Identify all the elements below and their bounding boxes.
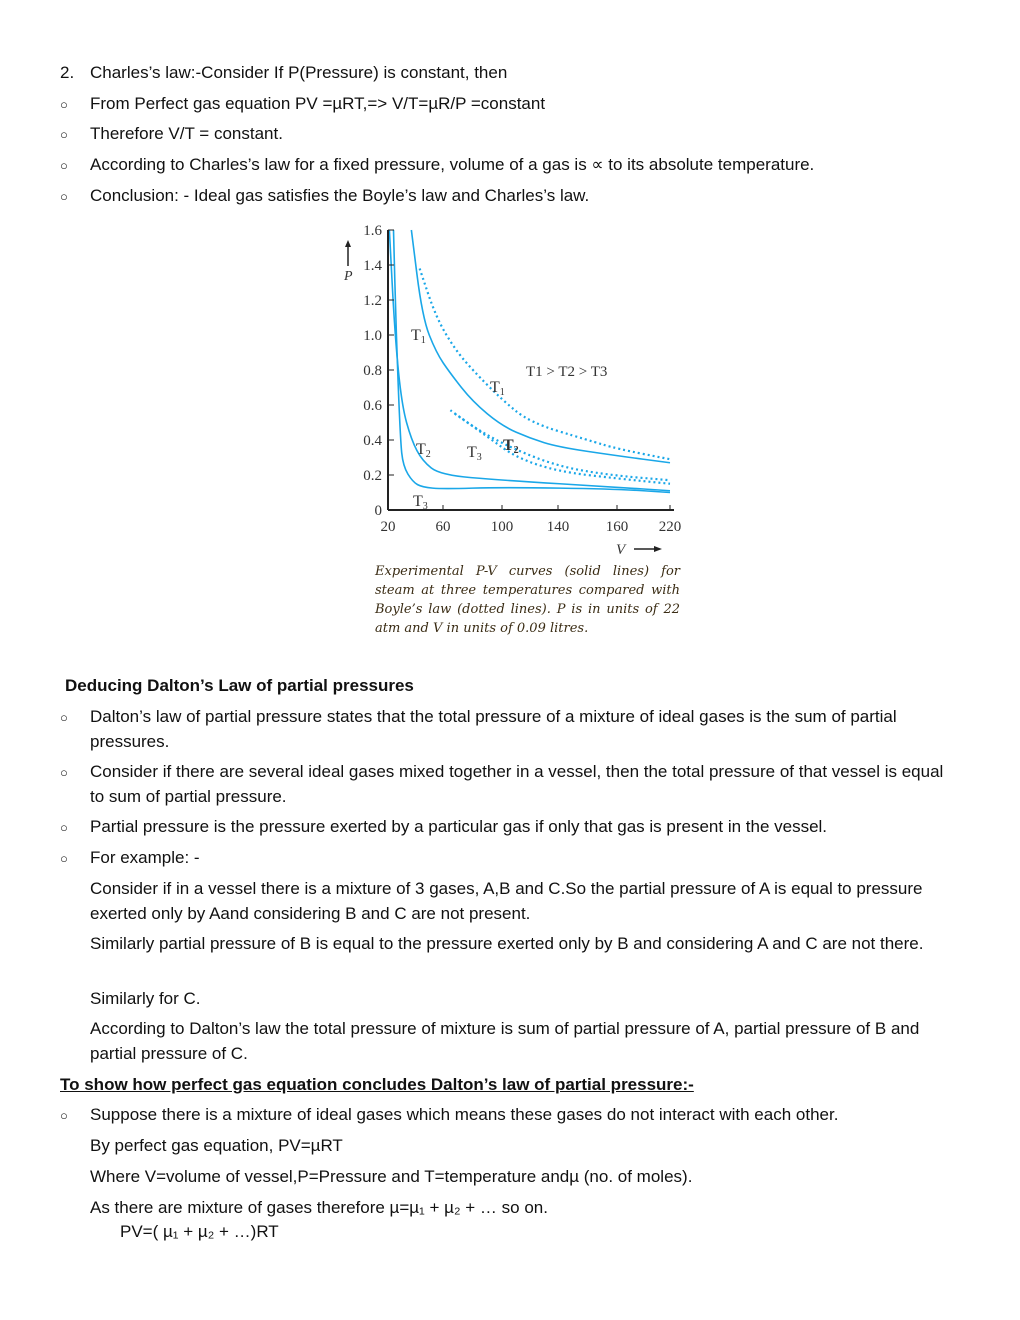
y-tick-label: 0.6 [363, 398, 382, 414]
bullet-icon: ○ [60, 820, 68, 835]
curve-t1-experimental [411, 230, 670, 463]
curve-t3-boyle [455, 414, 670, 484]
list-item: Suppose there is a mixture of ideal gases which means these gases do not interact with each other. [90, 1105, 839, 1124]
bullet-icon: ○ [60, 97, 68, 112]
figure-caption: Experimental P-V curves (solid lines) for steam at three temperatures compared with Boyle’s law (dotted lines). P is in units of 22 atm and V in units of 0.09 litres. [375, 564, 680, 636]
list-number: 2. [60, 63, 75, 82]
bullet-icon: ○ [60, 127, 68, 142]
y-tick-label: 1.2 [363, 293, 382, 309]
x-tick-label: 160 [605, 519, 629, 535]
x-tick-label: 220 [658, 519, 682, 535]
equation-line: PV=( µ₁ + µ₂ + …)RT [120, 1222, 279, 1241]
bullet-icon: ○ [60, 158, 68, 173]
list-item: Dalton’s law of partial pressure states that the total pressure of a mixture of ideal gases is the sum of partial pressures. [90, 707, 897, 751]
label-t1-solid: T1 [411, 327, 426, 346]
label-t2-dotted: T2 [503, 437, 519, 456]
curves [389, 230, 670, 493]
example-paragraph: According to Dalton’s law the total pressure of mixture is sum of partial pressure of A, partial pressure of B and partial pressure of C. [90, 1019, 920, 1063]
y-tick-label: 1.0 [363, 328, 382, 344]
list-item: For example: - [90, 848, 200, 867]
bullet-icon: ○ [60, 710, 68, 725]
bullet-icon: ○ [60, 851, 68, 866]
section-heading: To show how perfect gas equation concludes Dalton’s law of partial pressure:- [60, 1075, 694, 1094]
y-tick-label: 0.4 [363, 433, 382, 449]
svg-text:V: V [616, 542, 626, 558]
y-tick-label: 0.8 [363, 363, 382, 379]
x-tick-label: 60 [435, 519, 451, 535]
text-line: Where V=volume of vessel,P=Pressure and T=temperature andµ (no. of moles). [90, 1167, 693, 1186]
text-line: As there are mixture of gases therefore µ=µ₁ + µ₂ + … so on. [90, 1198, 548, 1217]
curve-t3-experimental [394, 230, 671, 493]
arrow-right-icon [654, 546, 662, 552]
x-tick-label: 140 [546, 519, 570, 535]
label-t3-dotted: T3 [467, 444, 482, 463]
example-paragraph: Similarly for C. [90, 989, 201, 1008]
x-tick-label: 20 [380, 519, 396, 535]
bullet-icon: ○ [60, 1108, 68, 1123]
charles-heading: Charles’s law:-Consider If P(Pressure) is constant, then [90, 63, 508, 82]
list-item: Therefore V/T = constant. [90, 124, 283, 143]
y-tick-label: 0.2 [363, 468, 382, 484]
label-t2-solid: T2 [416, 441, 431, 460]
svg-text:P: P [344, 269, 353, 284]
label-t3-solid: T3 [413, 493, 428, 512]
example-paragraph: Consider if in a vessel there is a mixture of 3 gases, A,B and C.So the partial pressure of A is equal to pressure exerted only by Aand considering B and C are not present. [90, 879, 923, 923]
list-item: Partial pressure is the pressure exerted by a particular gas if only that gas is present in the vessel. [90, 817, 828, 836]
text-line: By perfect gas equation, PV=µRT [90, 1136, 343, 1155]
arrow-up-icon [345, 240, 351, 247]
list-item: Consider if there are several ideal gases mixed together in a vessel, then the total pressure of that vessel is equal to sum of partial pressure. [90, 762, 944, 806]
bullet-icon: ○ [60, 765, 68, 780]
y-tick-label: 1.4 [363, 258, 382, 274]
section-heading: Deducing Dalton’s Law of partial pressures [65, 676, 414, 695]
bullet-icon: ○ [60, 189, 68, 204]
y-tick-label: 1.6 [363, 223, 382, 239]
list-item: From Perfect gas equation PV =µRT,=> V/T=µR/P =constant [90, 94, 546, 113]
label-t1-dotted: T1 [490, 379, 505, 398]
y-tick-label: 0 [374, 503, 382, 519]
temperature-order-label: T1 > T2 > T3 [526, 364, 608, 380]
list-item: Conclusion: - Ideal gas satisfies the Boyle’s law and Charles’s law. [90, 186, 590, 205]
v-axis-label [616, 542, 662, 558]
x-tick-label: 100 [490, 519, 514, 535]
pv-curves-figure [340, 220, 690, 560]
example-paragraph: Similarly partial pressure of B is equal to the pressure exerted only by B and considering A and C are not there. [90, 934, 924, 953]
list-item: According to Charles’s law for a fixed pressure, volume of a gas is ∝ to its absolute temperature. [90, 155, 815, 174]
p-axis-label [343, 240, 353, 284]
